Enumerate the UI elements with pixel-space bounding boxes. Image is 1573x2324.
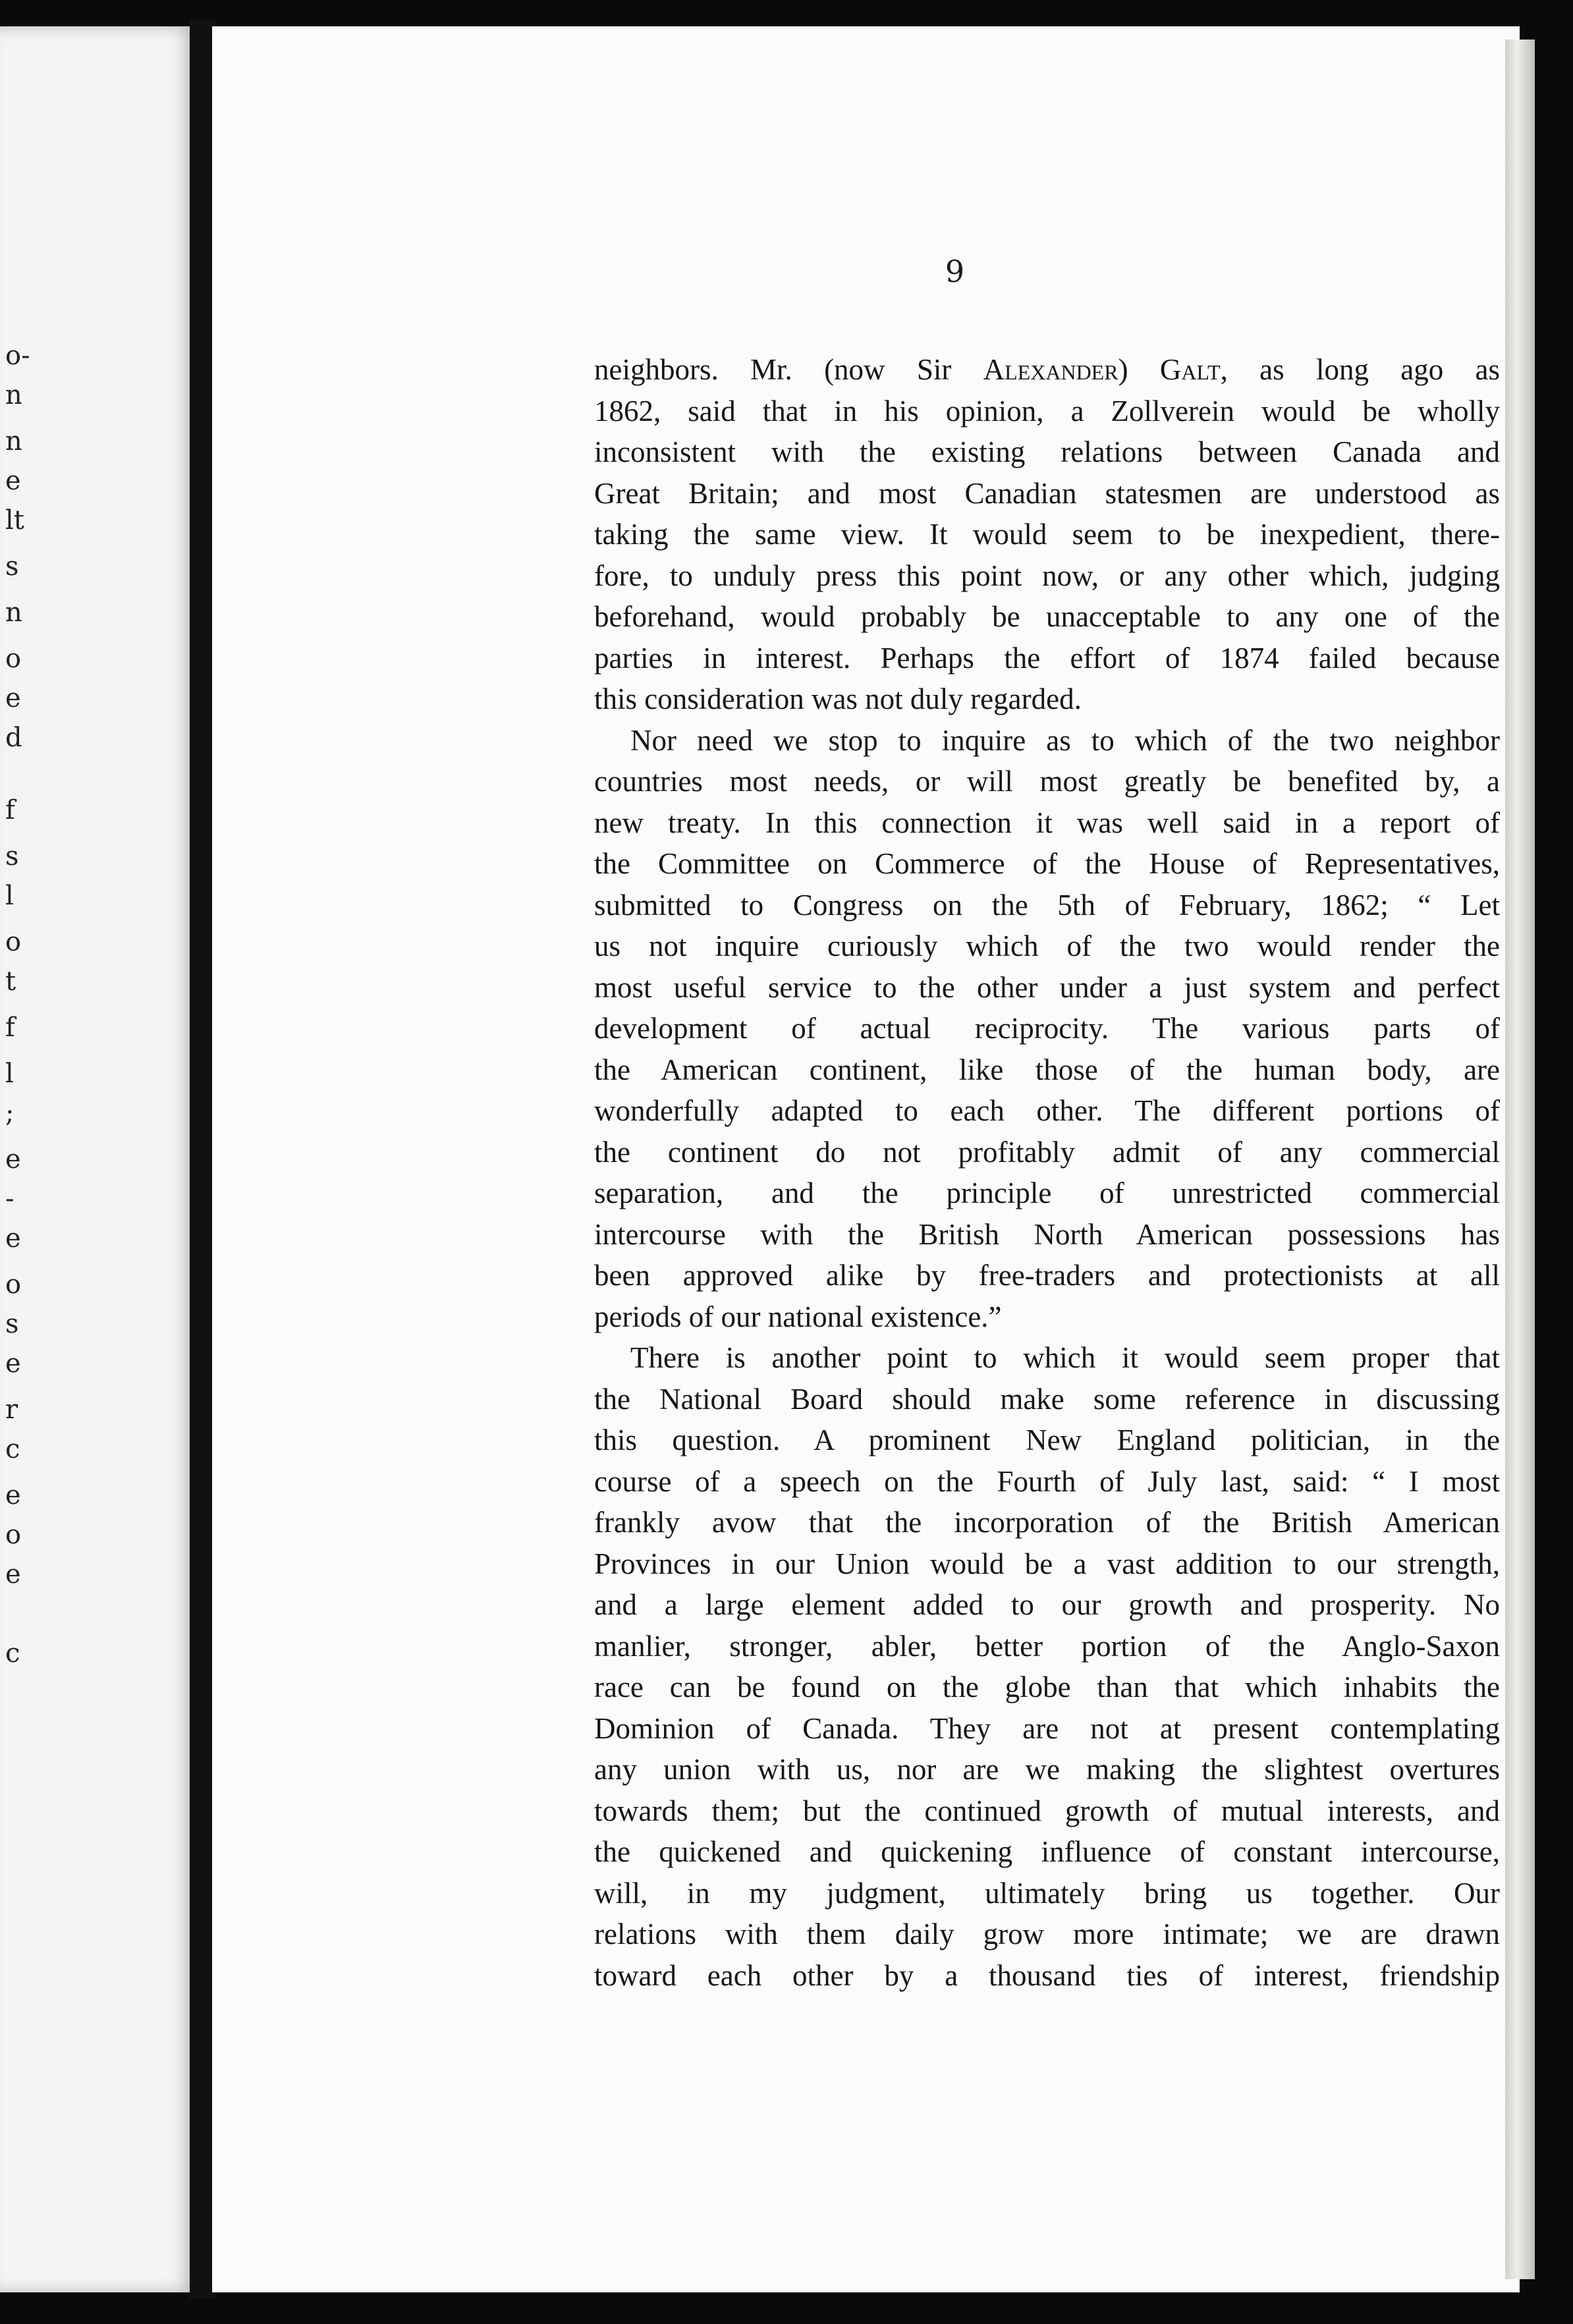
facing-page-fragment: r xyxy=(5,1395,18,1425)
text-line: any union with us, nor are we making the slightest overtures xyxy=(594,1753,1500,1786)
facing-page-fragment: s xyxy=(5,1309,19,1339)
facing-page-fragment: n xyxy=(5,426,22,456)
text-line: relations with them daily grow more intimate; we are drawn xyxy=(594,1918,1500,1950)
facing-page-fragment: e xyxy=(5,1223,21,1254)
text-line: periods of our national existence.” xyxy=(594,1300,1002,1333)
text-line: countries most needs, or will most greatly be benefited by, a xyxy=(594,765,1500,798)
text-line: fore, to unduly press this point now, or any other which, judging xyxy=(594,559,1500,592)
facing-page-fragment: e xyxy=(5,1348,21,1379)
text-line: inconsistent with the existing relations between Canada and xyxy=(594,435,1500,468)
page-edge xyxy=(1505,40,1535,2279)
text-line: the quickened and quickening influence of constant intercourse, xyxy=(594,1835,1500,1868)
facing-page-fragment: c xyxy=(5,1638,20,1669)
facing-page-fragment: e xyxy=(5,1144,21,1175)
text-line: the National Board should make some reference in discussing xyxy=(594,1382,1500,1416)
text-line: submitted to Congress on the 5th of February, 1862; “ Let xyxy=(594,888,1500,922)
text-line: toward each other by a thousand ties of interest, friendship xyxy=(594,1958,1500,1992)
facing-page-fragment: o xyxy=(5,1269,22,1300)
text-line: this consideration was not duly regarded. xyxy=(594,682,1082,715)
text-line: and a large element added to our growth and prosperity. No xyxy=(594,1588,1500,1621)
page xyxy=(212,26,1520,2292)
facing-page-fragment: n xyxy=(5,597,22,628)
text-line: taking the same view. It would seem to be inexpedient, there- xyxy=(594,518,1500,551)
text-line: the continent do not profitably admit of any commercial xyxy=(594,1135,1500,1169)
facing-page-left xyxy=(0,26,198,2292)
facing-page-fragment: f xyxy=(5,1012,15,1043)
facing-page-fragment: o- xyxy=(5,341,30,371)
text-line: us not inquire curiously which of the two would render the xyxy=(594,929,1500,962)
facing-page-fragment: t xyxy=(5,966,16,997)
text-line: frankly avow that the incorporation of the British American xyxy=(594,1506,1500,1539)
text-line: course of a speech on the Fourth of July last, said: “ I most xyxy=(594,1464,1500,1498)
facing-page-fragment: e xyxy=(5,466,21,496)
text-line: this question. A prominent New England politician, in the xyxy=(594,1424,1500,1456)
facing-page-fragment: o xyxy=(5,927,22,957)
facing-page-fragment: n xyxy=(5,380,22,410)
text-line: the Committee on Commerce of the House of Representatives, xyxy=(594,847,1500,880)
body-text xyxy=(594,349,1500,1996)
text-line: intercourse with the British North American possessions has xyxy=(594,1217,1500,1251)
facing-page-fragment: e xyxy=(5,1559,21,1590)
facing-page-fragment: lt xyxy=(5,505,24,536)
facing-page-fragment: s xyxy=(5,841,19,872)
facing-page-fragment: d xyxy=(5,723,22,753)
text-line: race can be found on the globe than that which inhabits the xyxy=(594,1671,1500,1703)
text-line: Nor need we stop to inquire as to which of the two neighbor xyxy=(630,723,1500,757)
facing-page-fragment: o xyxy=(5,1520,22,1550)
facing-page-fragment: ; xyxy=(5,1098,14,1128)
facing-page-fragment: l xyxy=(5,881,14,911)
facing-page-fragment: l xyxy=(5,1059,14,1089)
text-line: new treaty. In this connection it was well said in a report of xyxy=(594,806,1500,839)
facing-page-text-fragments xyxy=(5,26,45,2292)
text-line: Great Britain; and most Canadian statesmen are understood as xyxy=(594,476,1500,510)
facing-page-fragment: o xyxy=(5,644,22,674)
text-line: manlier, stronger, abler, better portion of the Anglo-Saxon xyxy=(594,1629,1500,1663)
text-line: Dominion of Canada. They are not at present contemplating xyxy=(594,1711,1500,1745)
text-line: 1862, said that in his opinion, a Zollverein would be wholly xyxy=(594,394,1500,428)
text-line: parties in interest. Perhaps the effort of 1874 failed because xyxy=(594,641,1500,675)
facing-page-fragment: e xyxy=(5,1480,21,1510)
text-line: There is another point to which it would seem proper that xyxy=(630,1341,1500,1374)
text-line: been approved alike by free-traders and protectionists at all xyxy=(594,1259,1500,1292)
facing-page-fragment: - xyxy=(5,1184,14,1214)
text-line: wonderfully adapted to each other. The different portions of xyxy=(594,1094,1500,1127)
text-line: the American continent, like those of the human body, are xyxy=(594,1053,1500,1086)
facing-page-fragment: e xyxy=(5,683,21,713)
facing-page-fragment: s xyxy=(5,551,19,582)
text-line: will, in my judgment, ultimately bring us together. Our xyxy=(594,1876,1500,1910)
text-line: most useful service to the other under a just system and perfect xyxy=(594,970,1500,1004)
text-line: towards them; but the continued growth of mutual interests, and xyxy=(594,1794,1500,1827)
facing-page-fragment: f xyxy=(5,795,15,825)
facing-page-fragment: c xyxy=(5,1434,20,1464)
text-line: neighbors. Mr. (now Sir Alexander) Galt, as long ago as xyxy=(594,353,1500,386)
text-line: development of actual reciprocity. The various parts of xyxy=(594,1012,1500,1045)
page-number: 9 xyxy=(945,254,965,289)
text-line: Provinces in our Union would be a vast addition to our strength, xyxy=(594,1547,1500,1580)
text-line: beforehand, would probably be unacceptable to any one of the xyxy=(594,600,1500,633)
text-line: separation, and the principle of unrestricted commercial xyxy=(594,1176,1500,1209)
